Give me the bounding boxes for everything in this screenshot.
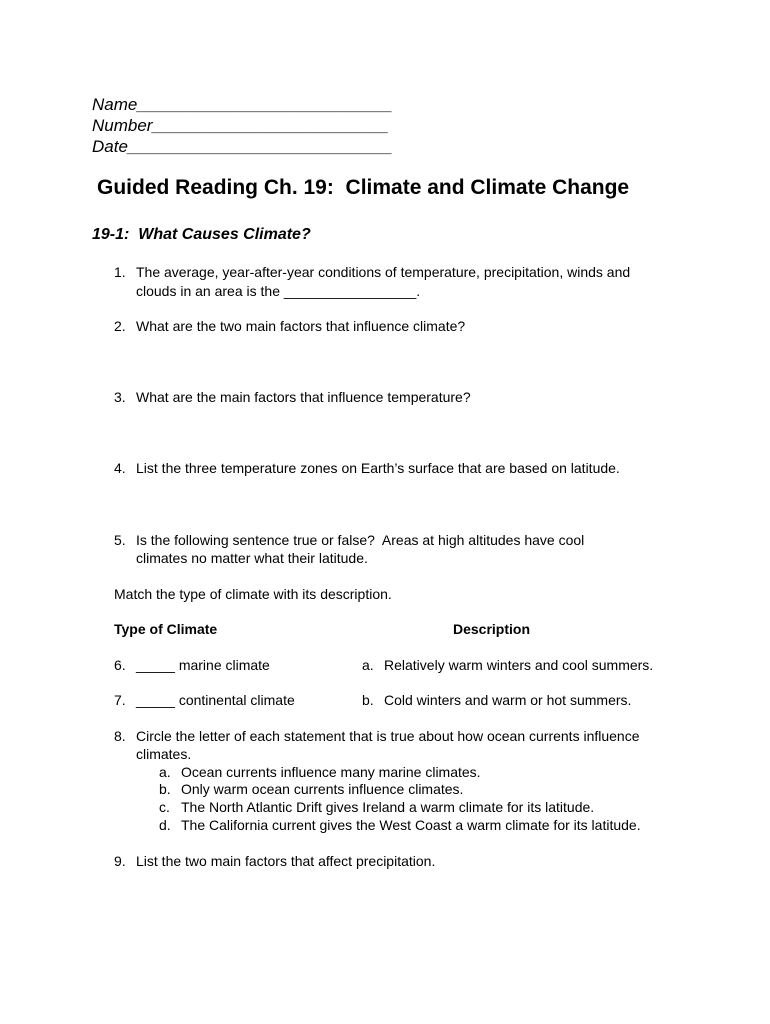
question-number: 8. (114, 728, 126, 744)
question-text: climates no matter what their latitude. (136, 550, 368, 566)
question-text: List the two main factors that affect precipitation. (136, 853, 436, 869)
question-number: 9. (114, 853, 126, 869)
question-text: clouds in an area is the _________________. (136, 283, 421, 299)
option-text: The California current gives the West Coast a warm climate for its latitude. (181, 817, 641, 833)
option-letter: b. (159, 781, 171, 797)
section-heading: 19-1: What Causes Climate? (92, 226, 311, 243)
question-number: 3. (114, 389, 126, 405)
question-number: 7. (114, 692, 126, 708)
match-instruction: Match the type of climate with its description. (114, 586, 392, 602)
description-text: Cold winters and warm or hot summers. (384, 692, 632, 708)
type-of-climate-header: Type of Climate (114, 621, 218, 637)
question-number: 4. (114, 460, 126, 476)
option-letter: d. (159, 817, 171, 833)
question-text: The average, year-after-year conditions of temperature, precipitation, winds and (136, 264, 631, 280)
number-field: Number_________________________ (92, 116, 389, 135)
option-text: Only warm ocean currents influence climates. (181, 781, 464, 797)
description-letter: b. (362, 692, 374, 708)
question-number: 1. (114, 264, 126, 280)
question-text: climates. (136, 746, 192, 762)
description-header: Description (453, 621, 531, 637)
date-field: Date____________________________ (92, 137, 393, 156)
question-number: 6. (114, 657, 126, 673)
question-number: 2. (114, 318, 126, 334)
description-text: Relatively warm winters and cool summers. (384, 657, 654, 673)
page-title: Guided Reading Ch. 19: Climate and Climate Change (97, 176, 630, 199)
question-text: What are the two main factors that influence climate? (136, 318, 466, 334)
question-text: List the three temperature zones on Earth’s surface that are based on latitude. (136, 460, 620, 476)
option-letter: a. (159, 764, 171, 780)
description-letter: a. (362, 657, 374, 673)
option-letter: c. (159, 799, 170, 815)
name-field: Name___________________________ (92, 95, 393, 114)
question-number: 5. (114, 532, 126, 548)
option-text: Ocean currents influence many marine climates. (181, 764, 481, 780)
question-text: Circle the letter of each statement that is true about how ocean currents influence (136, 728, 640, 744)
climate-type-blank: _____ continental climate (136, 692, 295, 708)
climate-type-blank: _____ marine climate (136, 657, 270, 673)
option-text: The North Atlantic Drift gives Ireland a warm climate for its latitude. (181, 799, 595, 815)
question-text: What are the main factors that influence temperature? (136, 389, 471, 405)
question-text: Is the following sentence true or false? Areas at high altitudes have cool (136, 532, 585, 548)
